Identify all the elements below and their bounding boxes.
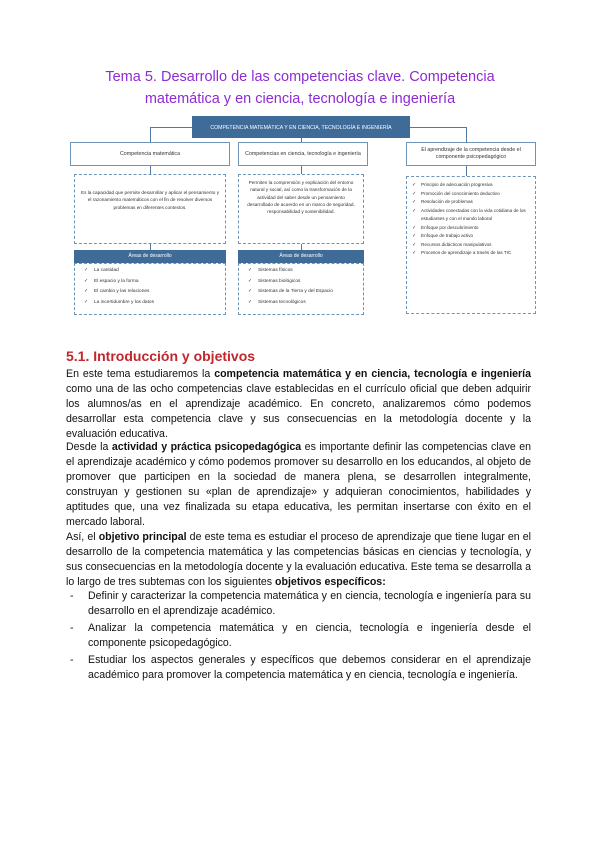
list-item: ✓ La cantidad — [84, 268, 119, 273]
objective-item: - Definir y caracterizar la competencia matemática y en ciencia, tecnología e ingeniería para su desarrollo en el aprendizaje académico. — [70, 590, 531, 618]
list-item: ✓ Sistemas biológicos — [248, 278, 301, 284]
connector — [466, 166, 467, 176]
category-box-math: Competencia matemática — [70, 142, 230, 166]
list-item: ✓ El espacio y la forma — [84, 278, 139, 284]
page-title — [60, 66, 540, 110]
connector — [150, 127, 192, 128]
list-item: ✓ Procesos de aprendizaje a través de las TIC — [407, 249, 535, 258]
connector — [301, 166, 302, 174]
section-heading: 5.1. Introducción y objetivos — [66, 348, 256, 364]
list-item: ✓ Sistemas de la Tierra y del Espacio — [248, 289, 333, 294]
paragraph-1: En este tema estudiaremos la competencia matemática y en ciencia, tecnología e ingeniería como una de las ocho competencias clave establecidas en el currículo oficial que deben adquirir los alumnos/as en el aprendizaje académico. En concreto, analizaremos cómo podemos desarrollar esta competencia clave y sus consecuencias en la metodología docente y la evaluación educativa. — [66, 368, 531, 441]
connector — [466, 127, 467, 142]
objective-item: - Estudiar los aspectos generales y específicos que debemos considerar en el aprendizaje académico para promover la competencia matemática y en ciencia, tecnología e ingeniería. — [70, 654, 531, 682]
connector — [150, 127, 151, 142]
diagram-root-box: COMPETENCIA MATEMÁTICA Y EN CIENCIA, TECNOLOGÍA E INGENIERÍA — [192, 116, 410, 138]
connector — [410, 127, 466, 128]
math-description: Es la capacidad que permite desarrollar y aplicar el pensamiento y el razonamiento matemáticos con el fin de resolver diversos problemas en diferentes contextos. — [74, 174, 226, 244]
objective-item: - Analizar la competencia matemática y en ciencia, tecnología e ingeniería desde el componente psicopedagógico. — [70, 622, 531, 650]
math-areas-header: Áreas de desarrollo — [74, 250, 226, 263]
list-item: ✓ El cambio y las relaciones — [84, 289, 150, 294]
list-item: ✓ Enfoque de trabajo activo — [407, 232, 535, 241]
list-item: ✓ Sistemas tecnológicos — [248, 299, 306, 305]
list-item: ✓ Actividades conectadas con la vida cotidiana de los estudiantes y con el mundo laboral — [407, 207, 535, 224]
psychopedagogy-list — [406, 176, 536, 314]
title-line-1: Tema 5. Desarrollo de las competencias clave. Competencia — [105, 69, 495, 85]
list-item: ✓ La incertidumbre y los datos — [84, 299, 154, 305]
math-areas-items — [84, 266, 154, 308]
title-line-2: matemática y en ciencia, tecnología e ingeniería — [144, 91, 456, 107]
list-item: ✓ Enfoque por descubrimiento — [407, 224, 535, 233]
science-description: Permiten la comprensión y explicación del entorno natural y social, así como la transformación de la actividad del saber desde un pensamiento desarrollado de acuerdo en un marco de seguridad, responsabilidad y sostenibilidad. — [238, 174, 364, 244]
science-areas-header: Áreas de desarrollo — [238, 250, 364, 263]
science-areas-items — [248, 266, 333, 308]
list-item: ✓ Recursos didácticos manipulativos — [407, 241, 535, 250]
paragraph-2: Desde la actividad y práctica psicopedagógica es importante definir las competencias clave en el aprendizaje académico y cómo podemos promover su desarrollo en los educandos, al objeto de promover que participen en la sociedad de manera plena, se desarrollen integralmente, construyan y gestionen su «plan de aprendizaje» y adquieran conocimientos, habilidades y aptitudes que, una vez finalizada su etapa educativa, les permitan insertarse con éxito en el mercado laboral. — [66, 441, 531, 529]
connector — [150, 166, 151, 174]
category-box-psychopedagogy: El aprendizaje de la competencia desde el componente psicopedagógico — [406, 142, 536, 166]
concept-diagram — [66, 108, 542, 333]
category-box-science: Competencias en ciencia, tecnología e ingeniería — [238, 142, 368, 166]
list-item: ✓ Resolución de problemas — [407, 198, 535, 207]
list-item: ✓ Sistemas físicos — [248, 268, 293, 273]
list-item: ✓ Principio de adecuación progresiva — [407, 181, 535, 190]
paragraph-3: Así, el objetivo principal de este tema es estudiar el proceso de aprendizaje que tiene lugar en el desarrollo de la competencia matemática y las competencias básicas en ciencias y tecnología, y sus consecuencias en la metodología docente y la evaluación educativa. Este tema se desarrolla a lo largo de tres subtemas con los siguientes objetivos específicos: — [66, 531, 531, 589]
list-item: ✓ Promoción del conocimiento deductivo — [407, 190, 535, 199]
